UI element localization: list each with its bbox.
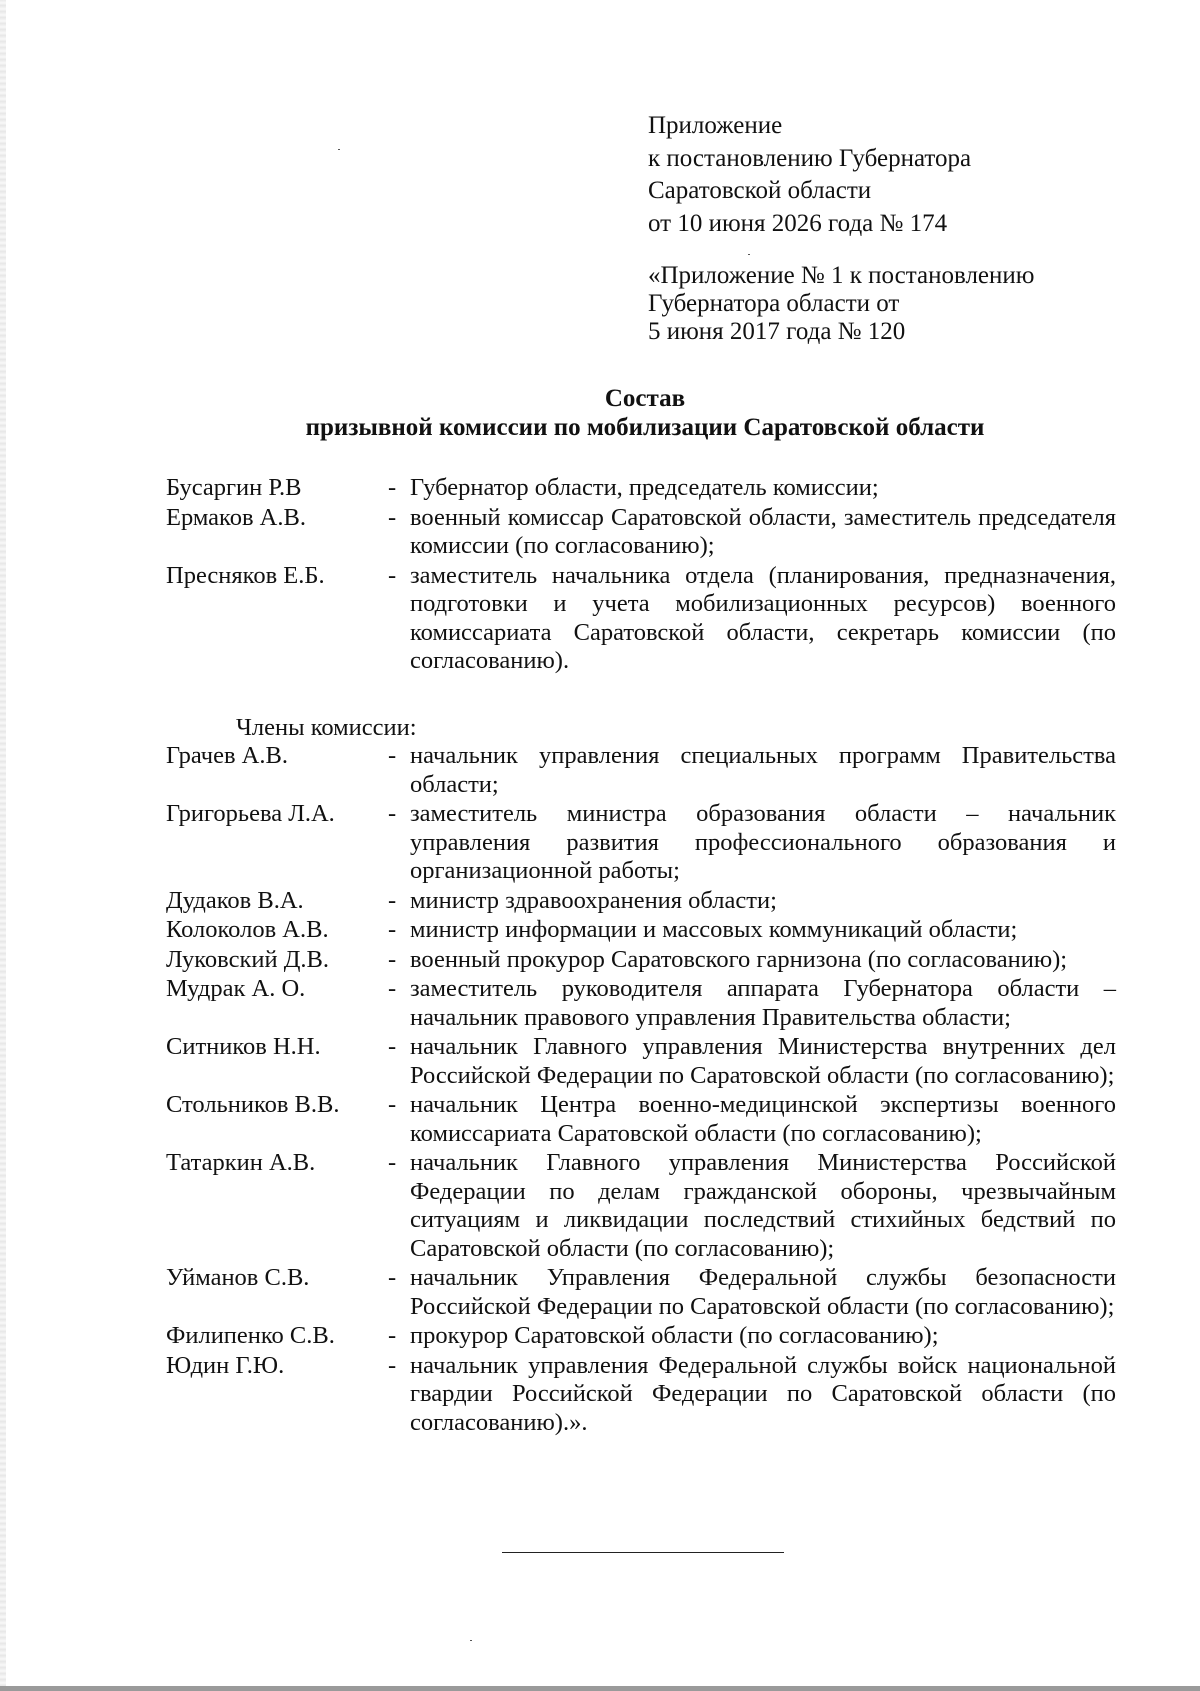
member-name: Уйманов С.В. xyxy=(166,1264,310,1291)
dash-separator: - xyxy=(388,561,397,589)
list-item xyxy=(166,1149,1116,1263)
members-heading: Члены комиссии: xyxy=(236,713,417,741)
member-name: Григорьева Л.А. xyxy=(166,800,335,827)
scan-speck xyxy=(470,1640,472,1641)
dash-separator: - xyxy=(388,1033,397,1060)
member-name: Мудрак А. О. xyxy=(166,975,306,1002)
dash-separator: - xyxy=(388,800,397,827)
dash-separator: - xyxy=(388,1264,397,1291)
list-item xyxy=(166,742,1116,799)
closing-rule xyxy=(502,1552,784,1553)
list-item xyxy=(166,1091,1116,1148)
list-item xyxy=(166,800,1116,886)
member-name: Стольников В.В. xyxy=(166,1091,340,1118)
list-item xyxy=(166,1322,1116,1351)
appendix-date-number: от 10 июня 2026 года № 174 xyxy=(648,209,948,237)
dash-separator: - xyxy=(388,1322,397,1349)
member-role: начальник управления специальных программ Правительства области; xyxy=(410,742,1116,798)
appendix-region: Саратовской области xyxy=(648,177,872,204)
list-item xyxy=(166,916,1116,945)
member-name: Татаркин А.В. xyxy=(166,1149,316,1176)
dash-separator: - xyxy=(388,474,397,501)
member-role: Губернатор области, председатель комиссии; xyxy=(410,474,879,501)
list-item xyxy=(166,474,1116,503)
title-line-1: Состав xyxy=(604,385,686,412)
dash-separator: - xyxy=(388,886,397,914)
document-title xyxy=(0,384,1200,442)
member-name: Грачев А.В. xyxy=(166,742,288,769)
member-name: Луковский Д.В. xyxy=(166,945,330,973)
dash-separator: - xyxy=(388,503,397,531)
member-role: министр информации и массовых коммуникаций области; xyxy=(410,916,1018,943)
member-name: Колоколов А.В. xyxy=(166,916,329,943)
amended-appendix-date-number: 5 июня 2017 года № 120 xyxy=(648,318,906,345)
member-name: Ситников Н.Н. xyxy=(166,1033,321,1060)
list-item xyxy=(166,562,1116,676)
list-item xyxy=(166,1033,1116,1090)
appendix-label: Приложение xyxy=(648,112,783,139)
member-name: Ермаков А.В. xyxy=(166,503,306,531)
member-name: Дудаков В.А. xyxy=(166,886,304,914)
list-item xyxy=(166,946,1116,975)
member-name: Юдин Г.Ю. xyxy=(166,1351,285,1379)
amended-appendix-reference: Губернатора области от xyxy=(648,290,900,317)
list-item xyxy=(166,1264,1116,1321)
dash-separator: - xyxy=(388,1351,397,1379)
member-name: Пресняков Е.Б. xyxy=(166,561,325,589)
member-name: Бусаргин Р.В xyxy=(166,474,302,501)
member-role: начальник Главного управления Министерства внутренних дел Российской Федерации по Саратовской области (по согласованию); xyxy=(410,1033,1116,1089)
title-line-2: призывной комиссии по мобилизации Саратовской области xyxy=(305,414,985,441)
dash-separator: - xyxy=(388,1149,397,1176)
member-role: министр здравоохранения области; xyxy=(410,886,777,914)
member-role: заместитель руководителя аппарата Губернатора области – начальник правового управления Правительства области; xyxy=(410,975,1116,1031)
member-role: военный прокурор Саратовского гарнизона (по согласованию); xyxy=(410,945,1068,973)
scan-edge-bottom xyxy=(0,1686,1200,1691)
member-role: начальник Главного управления Министерства Российской Федерации по делам гражданской обороны, чрезвычайным ситуациям и ликвидации последствий стихийных бедствий по Саратовской области (по согласованию); xyxy=(410,1149,1116,1262)
member-role: военный комиссар Саратовской области, заместитель председателя комиссии (по согласованию); xyxy=(410,503,1116,559)
scan-speck xyxy=(338,149,340,150)
dash-separator: - xyxy=(388,1091,397,1118)
appendix-header xyxy=(648,110,1108,346)
member-role: начальник Центра военно-медицинской экспертизы военного комиссариата Саратовской области (по согласованию); xyxy=(410,1091,1116,1147)
member-role: прокурор Саратовской области (по согласованию); xyxy=(410,1322,939,1349)
dash-separator: - xyxy=(388,945,397,973)
scan-edge xyxy=(0,0,6,1691)
commission-composition xyxy=(166,474,1116,1438)
amended-appendix-label: «Приложение № 1 к постановлению xyxy=(648,262,1035,289)
list-item xyxy=(166,504,1116,561)
dash-separator: - xyxy=(388,975,397,1002)
list-item xyxy=(166,887,1116,916)
dash-separator: - xyxy=(388,916,397,943)
member-name: Филипенко С.В. xyxy=(166,1322,335,1349)
member-role: заместитель министра образования области – начальник управления развития профессионального образования и организационной работы; xyxy=(410,800,1116,884)
member-role: заместитель начальника отдела (планирования, предназначения, подготовки и учета мобилизационных ресурсов) военного комиссариата Саратовской области, секретарь комиссии (по согласованию). xyxy=(410,561,1116,674)
member-role: начальник Управления Федеральной службы безопасности Российской Федерации по Саратовской области (по согласованию); xyxy=(410,1264,1116,1320)
appendix-reference: к постановлению Губернатора xyxy=(648,144,972,172)
dash-separator: - xyxy=(388,742,397,769)
list-item xyxy=(166,1352,1116,1438)
member-role: начальник управления Федеральной службы войск национальной гвардии Российской Федерации по Саратовской области (по согласованию).». xyxy=(410,1351,1116,1436)
list-item xyxy=(166,975,1116,1032)
